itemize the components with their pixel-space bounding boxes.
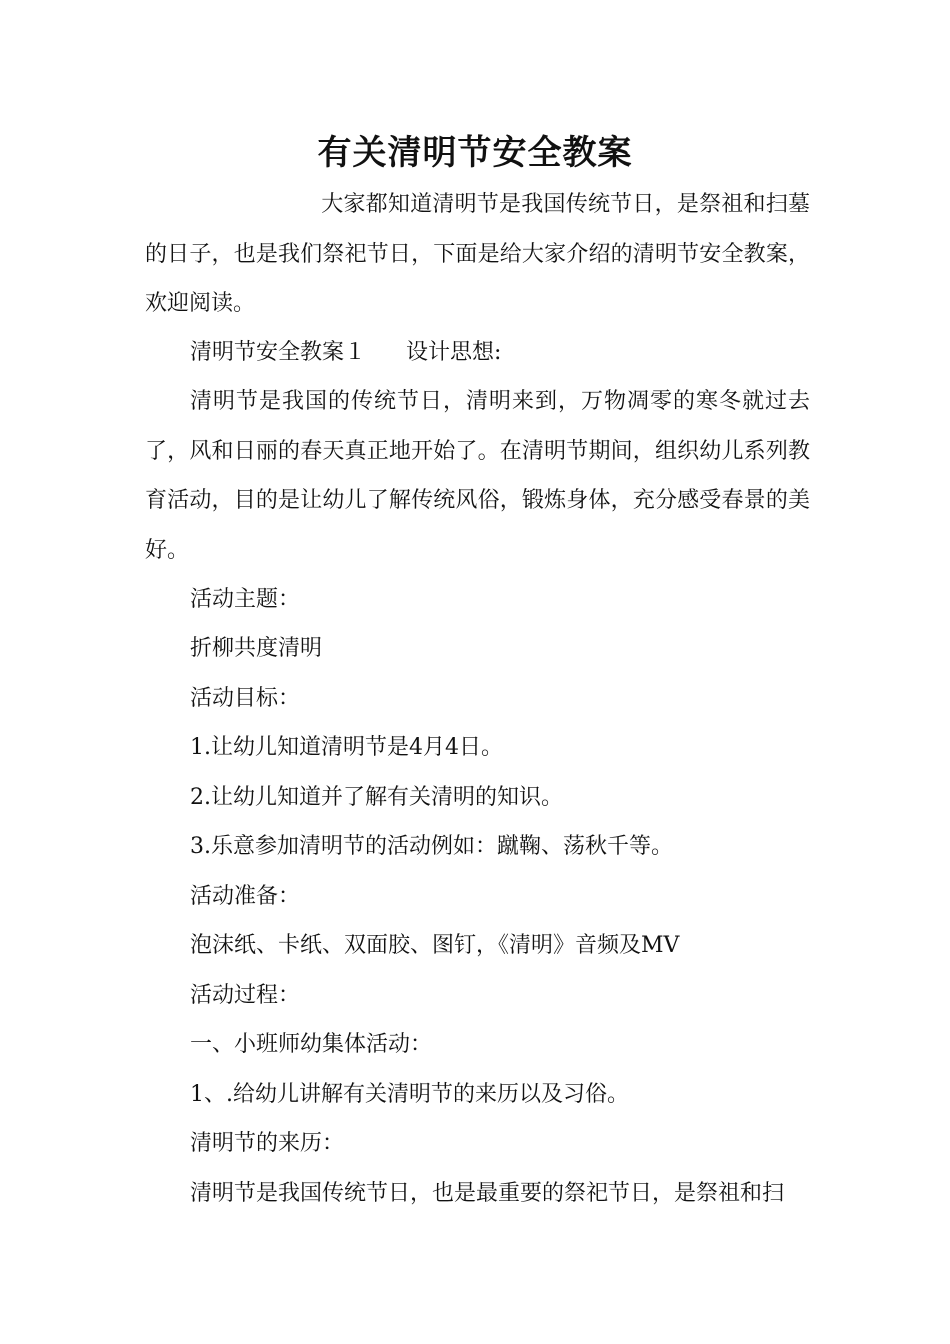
section-label: 清明节安全教案１ (190, 340, 367, 365)
intro-text: 大家都知道清明节是我国传统节日，是祭祖和扫墓的日子，也是我们祭祀节日，下面是给大家介绍的清明节安全教案，欢迎阅读。 (145, 192, 810, 316)
goal-item-1: 1.让幼儿知道清明节是4月4日。 (190, 735, 503, 760)
process-part-1: 一、小班师幼集体活动： (190, 1032, 433, 1057)
design-paragraph: 清明节是我国的传统节日，清明来到，万物凋零的寒冬就过去了，风和日丽的春天真正地开始了。在清明节期间，组织幼儿系列教育活动，目的是让幼儿了解传统风俗，锻炼身体，充分感受春景的美好。 (145, 389, 810, 563)
goals-heading: 活动目标： (190, 686, 301, 711)
prep-text: 泡沫纸、卡纸、双面胶、图钉，《清明》音频及MV (190, 933, 680, 958)
process-heading: 活动过程： (190, 983, 301, 1008)
origin-heading: 清明节的来历： (190, 1131, 345, 1156)
goal-item-2: 2.让幼儿知道并了解有关清明的知识。 (190, 785, 563, 810)
section-heading (190, 328, 501, 378)
origin-text: 清明节是我国传统节日，也是最重要的祭祀节日，是祭祖和扫 (190, 1181, 785, 1206)
section-subheading: 设计思想: (406, 340, 502, 365)
process-step-1: 1、.给幼儿讲解有关清明节的来历以及习俗。 (190, 1082, 629, 1107)
theme-heading: 活动主题： (190, 587, 301, 612)
goal-item-3: 3.乐意参加清明节的活动例如：蹴鞠、荡秋千等。 (190, 834, 673, 859)
prep-heading: 活动准备： (190, 884, 301, 909)
theme-text: 折柳共度清明 (190, 636, 323, 661)
document-title: 有关清明节安全教案 (317, 133, 633, 173)
intro-paragraph (145, 180, 810, 329)
